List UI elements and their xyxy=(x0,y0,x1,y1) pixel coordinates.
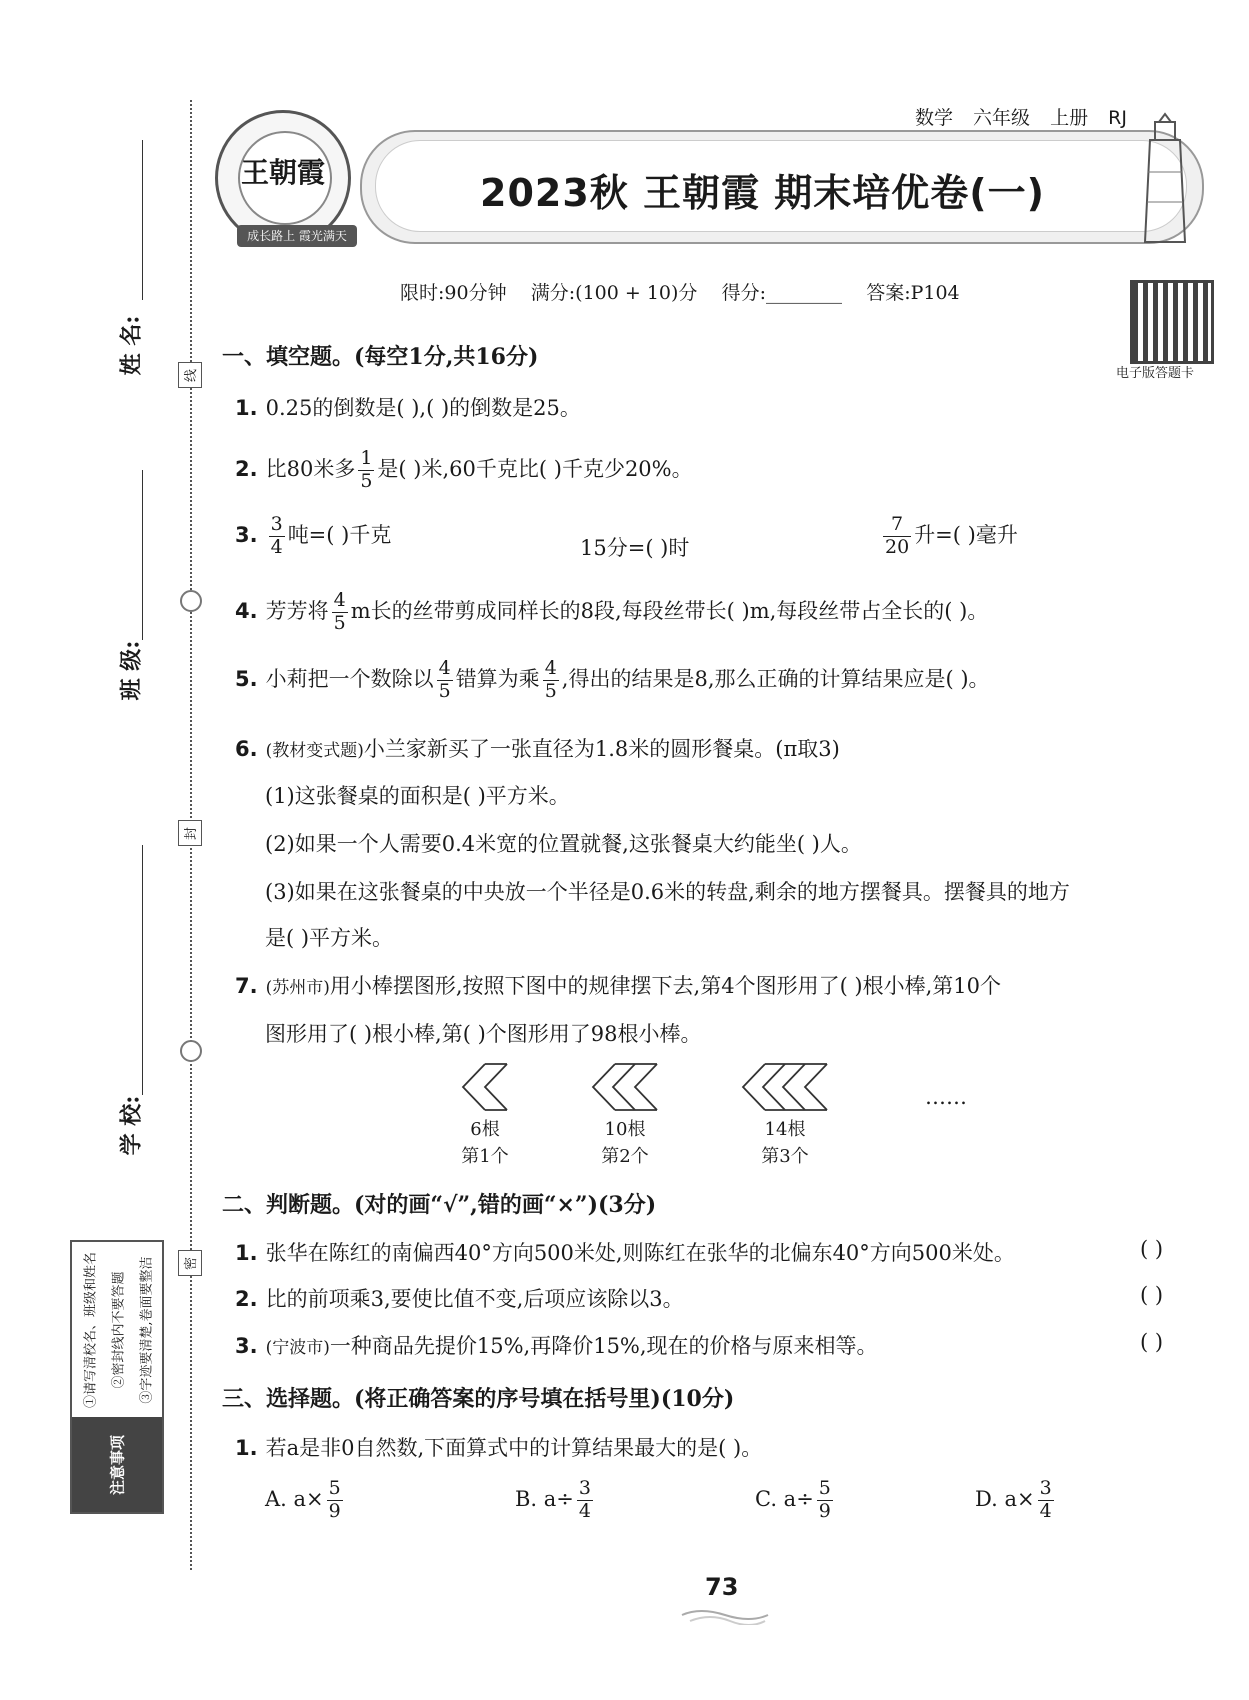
fraction: $\frac{5}{9}$ xyxy=(818,1477,831,1522)
scissor-icon xyxy=(180,1040,202,1062)
subject-info: 数学 六年级 上册 RJ xyxy=(915,107,1127,129)
figure-ellipsis: …… xyxy=(925,1085,967,1109)
notice-title: 注意事项 xyxy=(72,1417,162,1512)
class-line[interactable] xyxy=(142,470,143,640)
q1-6-3a: (3)如果在这张餐桌的中央放一个半径是0.6米的转盘,剩余的地方摆餐具。摆餐具的地方 xyxy=(265,880,1070,904)
notice-item: ②密封线内不要答题 xyxy=(111,1270,127,1389)
fraction: $\frac{4}{5}$ xyxy=(333,589,346,634)
cut-line-marker: 线 xyxy=(178,362,202,388)
fraction: $\frac{1}{5}$ xyxy=(360,447,373,492)
option-b[interactable]: B. a÷ $\frac{3}{4}$ xyxy=(515,1477,591,1522)
option-d[interactable]: D. a× $\frac{3}{4}$ xyxy=(975,1477,1052,1522)
q1-6-2: (2)如果一个人需要0.4米宽的位置就餐,这张餐桌大约能坐( )人。 xyxy=(265,832,862,856)
fig3-count: 14根 xyxy=(764,1119,806,1140)
q1-2: 2. 比80米多 $\frac{1}{5}$ 是( )米,60千克比( )千克少20%。 xyxy=(235,447,693,492)
q2-3: 3. (宁波市)一种商品先提价15%,再降价15%,现在的价格与原来相等。 xyxy=(235,1334,878,1358)
q1-1: 1. 0.25的倒数是( ),( )的倒数是25。 xyxy=(235,396,581,420)
q2-1: 1. 张华在陈红的南偏西40°方向500米处,则陈红在张华的北偏东40°方向500米处。 xyxy=(235,1241,1015,1265)
fraction: $\frac{3}{4}$ xyxy=(578,1477,591,1522)
q1-3c: $\frac{7}{20}$ 升=( )毫升 xyxy=(885,513,1018,558)
q1-6-1: (1)这张餐桌的面积是( )平方米。 xyxy=(265,784,570,808)
option-c[interactable]: C. a÷ $\frac{5}{9}$ xyxy=(755,1477,831,1522)
q3-1: 1. 若a是非0自然数,下面算式中的计算结果最大的是( )。 xyxy=(235,1436,763,1460)
q1-3b: 15分=( )时 xyxy=(580,536,690,560)
page-number: 73 xyxy=(705,1573,739,1601)
q1-6: 6. (教材变式题)小兰家新买了一张直径为1.8米的圆形餐桌。(π取3) xyxy=(235,737,840,761)
notice-item: ③字迹要清楚,卷面要整洁 xyxy=(139,1255,155,1404)
exam-info xyxy=(400,278,960,305)
fraction: $\frac{5}{9}$ xyxy=(328,1477,341,1522)
q1-3: 3. $\frac{3}{4}$ 吨=( )千克 xyxy=(235,513,392,558)
notice-box xyxy=(70,1240,164,1514)
answer-paren[interactable]: ( ) xyxy=(1140,1283,1164,1307)
lighthouse-icon xyxy=(1135,112,1195,247)
stick-figure-1 xyxy=(455,1062,515,1112)
fig2-count: 10根 xyxy=(604,1119,646,1140)
qr-code[interactable] xyxy=(1130,280,1214,364)
class-label: 班 级: xyxy=(118,640,145,701)
q1-4: 4. 芳芳将 $\frac{4}{5}$ m长的丝带剪成同样长的8段,每段丝带长( )m,每段丝带占全长的( )。 xyxy=(235,589,989,634)
option-a[interactable]: A. a× $\frac{5}{9}$ xyxy=(265,1477,341,1522)
stick-figure-3 xyxy=(735,1062,835,1112)
name-label: 姓 名: xyxy=(118,315,145,376)
school-label: 学 校: xyxy=(118,1095,145,1156)
page-title: 2023秋 王朝霞 期末培优卷(一) xyxy=(480,171,1045,215)
answer-paren[interactable]: ( ) xyxy=(1140,1330,1164,1354)
answer-page: 答案:P104 xyxy=(866,282,960,304)
q2-2: 2. 比的前项乘3,要使比值不变,后项应该除以3。 xyxy=(235,1287,684,1311)
name-line[interactable] xyxy=(142,140,143,300)
fig3-label: 第3个 xyxy=(761,1146,809,1167)
q1-6-3b: 是( )平方米。 xyxy=(265,926,394,950)
fig1-label: 第1个 xyxy=(461,1146,509,1167)
fig1-count: 6根 xyxy=(470,1119,500,1140)
section-2-title: 二、判断题。(对的画“√”,错的画“×”)(3分) xyxy=(222,1192,657,1218)
section-1-title: 一、填空题。(每空1分,共16分) xyxy=(222,344,539,370)
stick-figure-2 xyxy=(585,1062,665,1112)
fraction: $\frac{4}{5}$ xyxy=(544,657,557,702)
qr-label: 电子版答题卡 xyxy=(1116,366,1195,381)
full-score: 满分:(100 + 10)分 xyxy=(530,282,698,304)
fraction: $\frac{7}{20}$ xyxy=(885,513,910,558)
q1-7: 7. (苏州市)用小棒摆图形,按照下图中的规律摆下去,第4个图形用了( )根小棒,第10个 xyxy=(235,974,1002,998)
cut-seal-marker: 封 xyxy=(178,820,202,846)
logo-text: 王朝霞 xyxy=(240,156,325,189)
q1-7b: 图形用了( )根小棒,第( )个图形用了98根小棒。 xyxy=(265,1022,702,1046)
cut-close-marker: 密 xyxy=(178,1250,202,1276)
fraction: $\frac{4}{5}$ xyxy=(438,657,451,702)
answer-paren[interactable]: ( ) xyxy=(1140,1237,1164,1261)
notice-item: ①请写清校名、班级和姓名 xyxy=(83,1251,99,1408)
fig2-label: 第2个 xyxy=(601,1146,649,1167)
fraction: $\frac{3}{4}$ xyxy=(270,513,283,558)
logo-tagline: 成长路上 霞光满天 xyxy=(237,225,357,247)
section-3-title: 三、选择题。(将正确答案的序号填在括号里)(10分) xyxy=(222,1386,735,1412)
scissor-icon xyxy=(180,590,202,612)
score-field[interactable]: 得分:________ xyxy=(721,282,843,304)
wave-decoration-icon xyxy=(680,1605,770,1625)
fraction: $\frac{3}{4}$ xyxy=(1039,1477,1052,1522)
q1-5: 5. 小莉把一个数除以 $\frac{4}{5}$ 错算为乘 $\frac{4}{5}$ ,得出的结果是8,那么正确的计算结果应是( )。 xyxy=(235,657,990,702)
time-limit: 限时:90分钟 xyxy=(400,282,507,304)
school-line[interactable] xyxy=(142,845,143,1095)
